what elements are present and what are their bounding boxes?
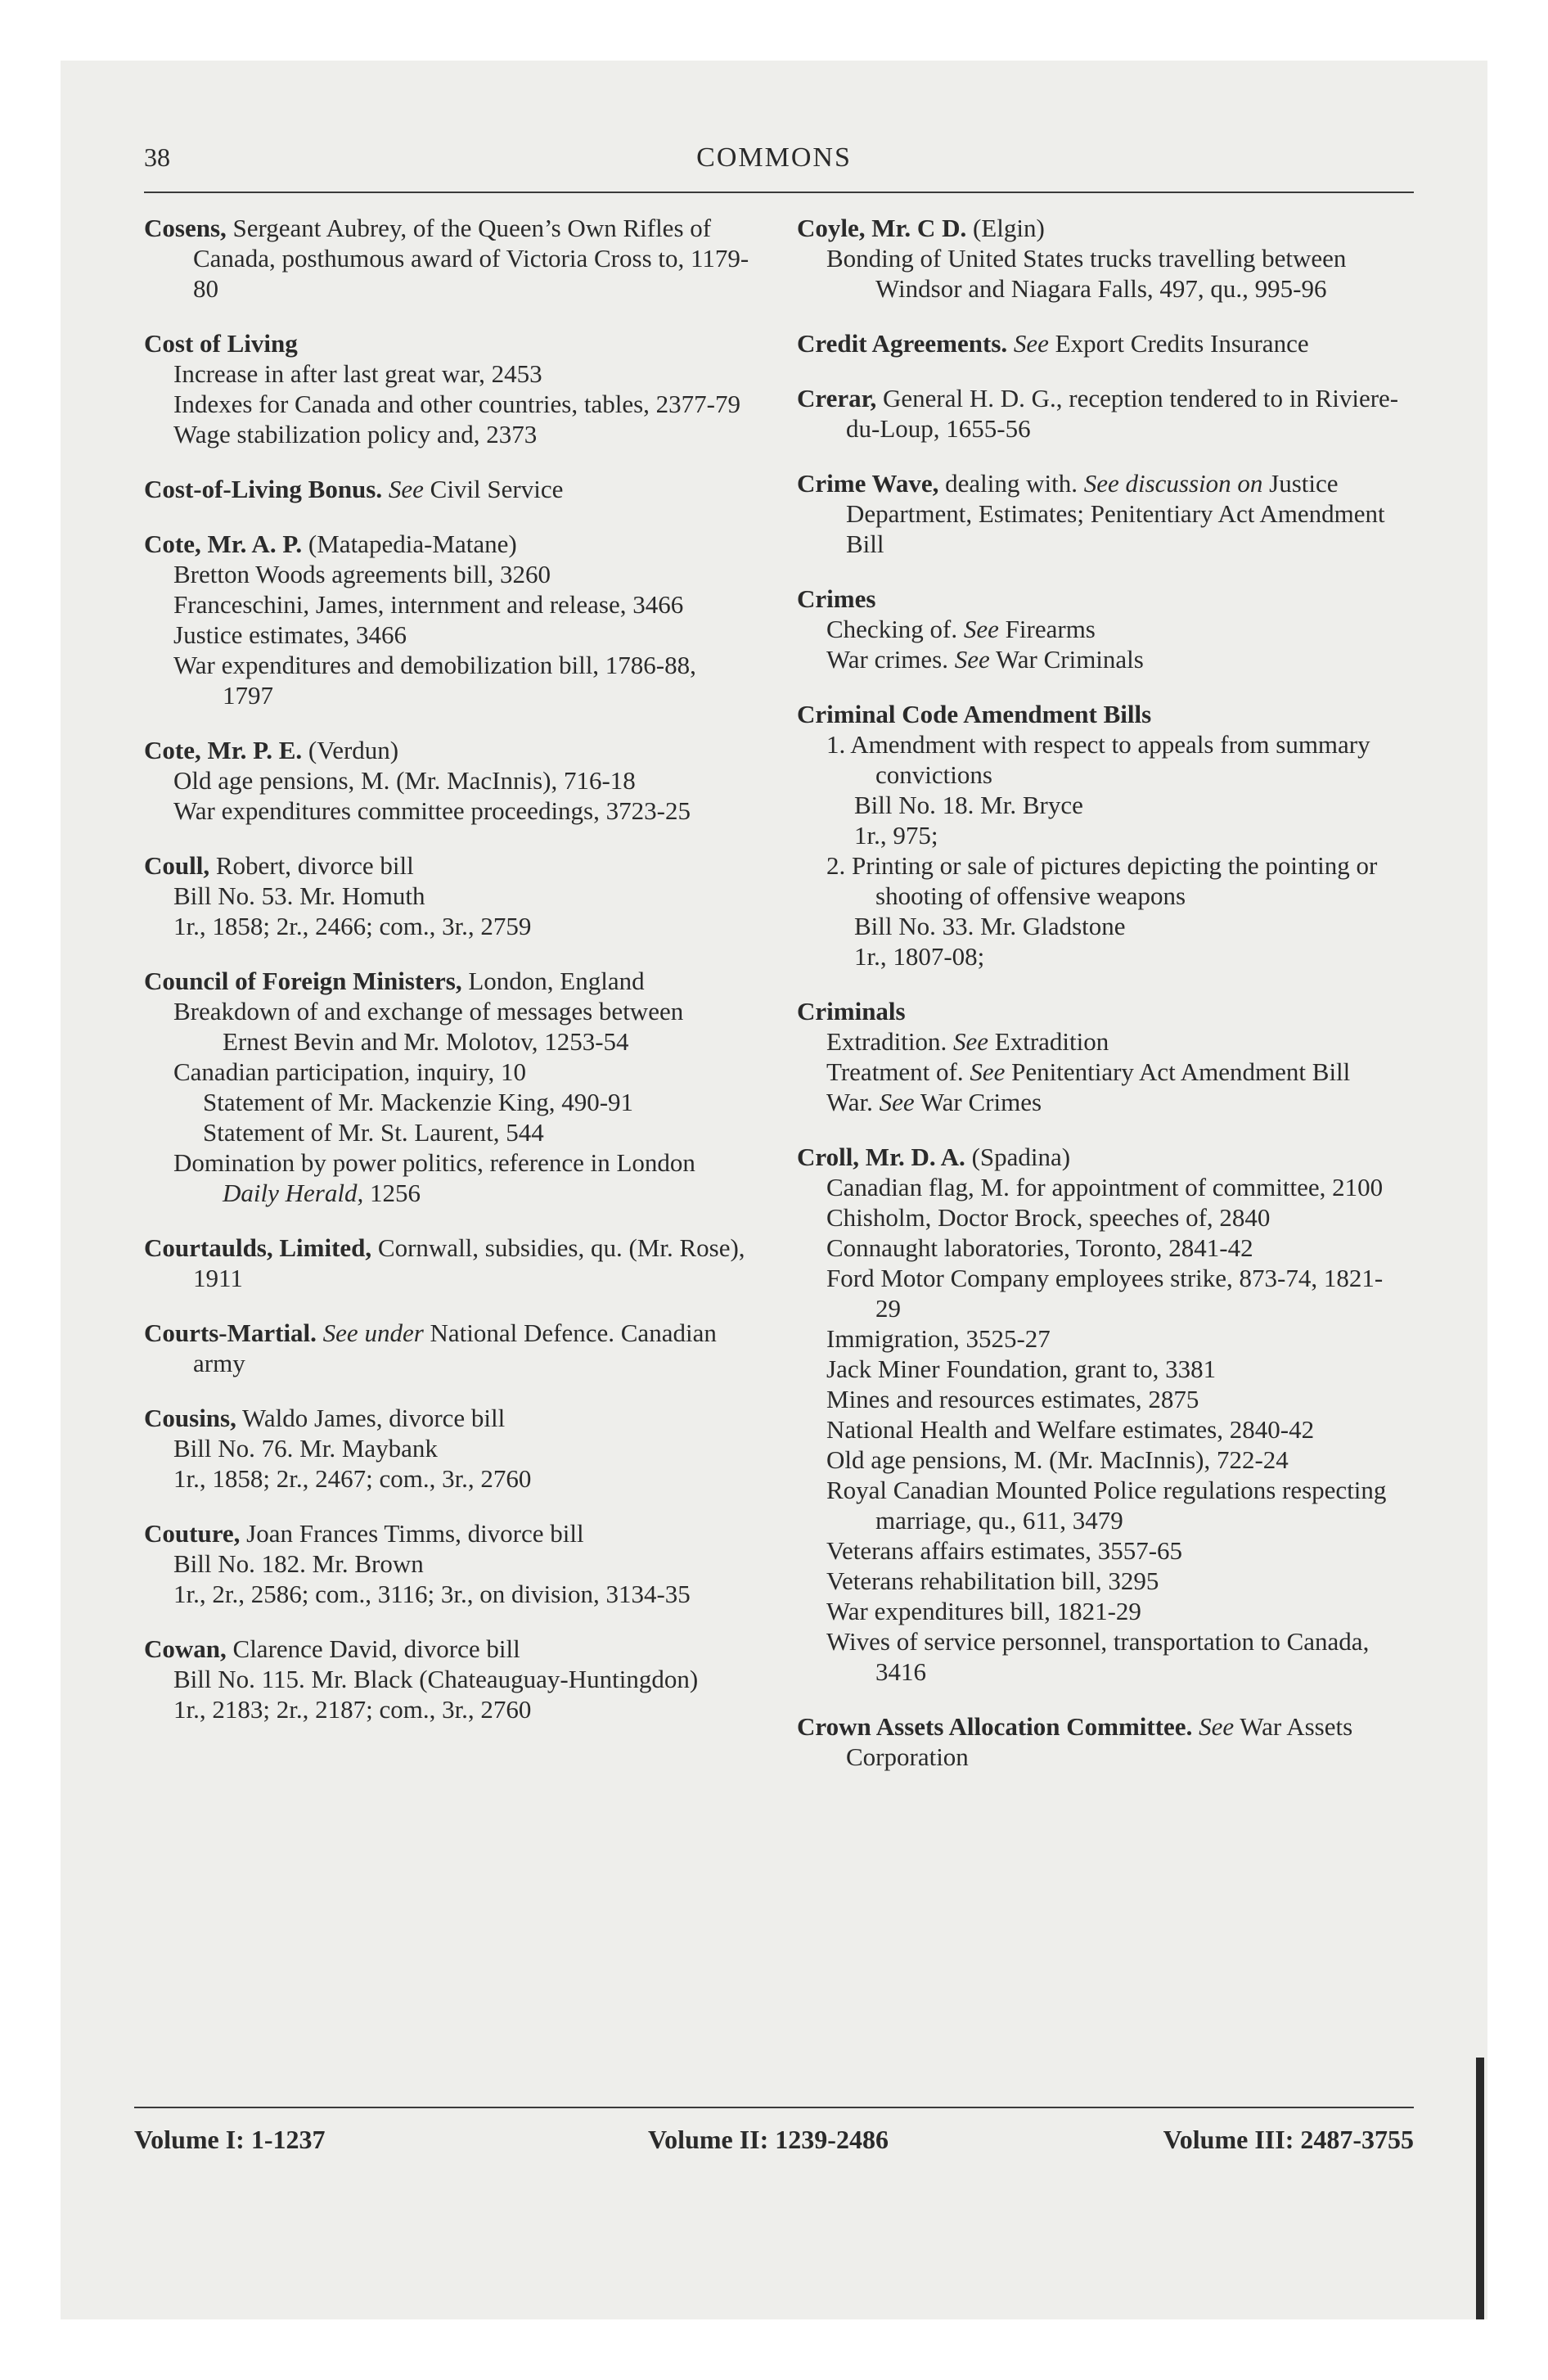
subentry: Veterans affairs estimates, 3557-65 <box>826 1536 1183 1565</box>
subsubentry: Statement of Mr. Mackenzie King, 490-91 <box>203 1088 634 1116</box>
bill-line: Bill No. 18. Mr. Bryce <box>854 791 1083 819</box>
subentry: Ford Motor Company employees strike, 873-74, 1821-29 <box>826 1264 1384 1323</box>
subentry: Domination by power politics, reference in London Daily Herald, 1256 <box>173 1148 695 1207</box>
index-entry-cote-p-e: Cote, Mr. P. E. (Verdun) Old age pensions, M. (Mr. MacInnis), 716-18 War expenditures committee proceedings, 3723-25 <box>144 735 749 826</box>
entry-heading: Coull, <box>144 851 210 880</box>
bill-line: Bill No. 33. Mr. Gladstone <box>854 912 1126 940</box>
entry-heading: Criminal Code Amendment Bills <box>797 700 1152 728</box>
subentry: Wage stabilization policy and, 2373 <box>173 420 538 449</box>
subentry: Indexes for Canada and other countries, tables, 2377-79 <box>173 390 740 418</box>
index-entry-cost-of-living <box>144 328 749 449</box>
volume-footer <box>134 2125 1414 2161</box>
entry-heading: Credit Agreements. <box>797 329 1008 358</box>
entry-heading: Courts-Martial. <box>144 1318 317 1347</box>
entry-heading: Croll, Mr. D. A. <box>797 1143 965 1171</box>
index-entry-cousins: Cousins, Waldo James, divorce bill Bill No. 76. Mr. Maybank 1r., 1858; 2r., 2467; com., 3r., 2760 <box>144 1403 749 1494</box>
subentry: War expenditures and demobilization bill, 1786-88, 1797 <box>173 651 696 710</box>
page-number: 38 <box>144 142 170 172</box>
left-column <box>144 213 749 1749</box>
bill-line: Bill No. 115. Mr. Black (Chateauguay-Huntingdon) <box>173 1665 699 1693</box>
index-entry-criminal-code <box>797 699 1402 971</box>
subentry: War crimes. See War Criminals <box>826 645 1144 674</box>
subentry: Justice estimates, 3466 <box>173 620 407 649</box>
subentry: War. See War Crimes <box>826 1088 1042 1116</box>
index-entry-cosens: Cosens, Sergeant Aubrey, of the Queen’s Own Rifles of Canada, posthumous award of Victoria Cross to, 1179-80 <box>144 214 749 303</box>
subsubentry: Statement of Mr. St. Laurent, 544 <box>203 1118 544 1147</box>
bill-readings: 1r., 1858; 2r., 2466; com., 3r., 2759 <box>173 912 532 940</box>
subentry: Old age pensions, M. (Mr. MacInnis), 722-24 <box>826 1445 1289 1474</box>
subentry: Increase in after last great war, 2453 <box>173 359 542 388</box>
entry-heading: Courtaulds, Limited, <box>144 1233 372 1262</box>
running-head <box>144 142 1404 182</box>
subentry: Veterans rehabilitation bill, 3295 <box>826 1566 1159 1595</box>
subentry: Breakdown of and exchange of messages between Ernest Bevin and Mr. Molotov, 1253-54 <box>173 997 684 1056</box>
index-entry-coyle: Coyle, Mr. C D. (Elgin) Bonding of United States trucks travelling between Windsor and Niagara Falls, 497, qu., 995-96 <box>797 213 1402 304</box>
subentry: Connaught laboratories, Toronto, 2841-42 <box>826 1233 1253 1262</box>
index-entry-couture: Couture, Joan Frances Timms, divorce bill Bill No. 182. Mr. Brown 1r., 2r., 2586; com., 3116; 3r., on division, 3134-35 <box>144 1518 749 1609</box>
bill-readings: 1r., 1807-08; <box>854 942 985 971</box>
subentry: 2. Printing or sale of pictures depicting the pointing or shooting of offensive weapons <box>826 851 1378 910</box>
index-entry-croll: Croll, Mr. D. A. (Spadina) Canadian flag, M. for appointment of committee, 2100 Chisholm, Doctor Brock, speeches of, 2840 Connaught laboratories, Toronto, 2841-42 Ford Motor Company employees strike, 873-74, 1821-29 Immigration, 3525-27 Jack Miner Foundation, grant to, 3381 Mines and resources estimates, 2875 National Health and Welfare estimates, 2840-42 Old age pensions, M. (Mr. MacInnis), 722-24 Royal Canadian Mounted Police regulations respecting marriage, qu., 611, 3479 Veterans affairs estimates, 3557-65 Veterans rehabilitation bill, 3295 War expenditures bill, 1821-29 Wives of service personnel, transportation to Canada, 3416 <box>797 1142 1402 1687</box>
index-entry-cost-of-living-bonus: Cost-of-Living Bonus. See Civil Service <box>144 475 564 503</box>
section-title: COMMONS <box>696 142 852 173</box>
bill-line: Bill No. 182. Mr. Brown <box>173 1549 424 1578</box>
index-entry-criminals <box>797 996 1402 1117</box>
subentry: Bonding of United States trucks travelling between Windsor and Niagara Falls, 497, qu., 995-96 <box>826 244 1347 303</box>
entry-heading: Crimes <box>797 584 876 613</box>
subentry: Old age pensions, M. (Mr. MacInnis), 716-18 <box>173 766 636 795</box>
subentry: Canadian flag, M. for appointment of committee, 2100 <box>826 1173 1384 1201</box>
index-entry-courtaulds: Courtaulds, Limited, Cornwall, subsidies, qu. (Mr. Rose), 1911 <box>144 1233 745 1292</box>
index-entry-credit-agreements: Credit Agreements. See Export Credits Insurance <box>797 329 1309 358</box>
subentry: War expenditures committee proceedings, 3723-25 <box>173 796 691 825</box>
entry-heading: Crerar, <box>797 384 877 412</box>
bill-readings: 1r., 2r., 2586; com., 3116; 3r., on division, 3134-35 <box>173 1580 691 1608</box>
subentry: Extradition. See Extradition <box>826 1027 1109 1056</box>
entry-heading: Council of Foreign Ministers, <box>144 967 462 995</box>
index-entry-cowan: Cowan, Clarence David, divorce bill Bill No. 115. Mr. Black (Chateauguay-Huntingdon) 1r., 2183; 2r., 2187; com., 3r., 2760 <box>144 1634 749 1724</box>
index-entry-cote-a-p: Cote, Mr. A. P. (Matapedia-Matane) Bretton Woods agreements bill, 3260 Franceschini, James, internment and release, 3466 Justice estimates, 3466 War expenditures and demobilization bill, 1786-88, 1797 <box>144 529 749 710</box>
bill-readings: 1r., 2183; 2r., 2187; com., 3r., 2760 <box>173 1695 532 1724</box>
bill-readings: 1r., 975; <box>854 821 938 850</box>
index-entry-crown-assets: Crown Assets Allocation Committee. See War Assets Corporation <box>797 1712 1353 1771</box>
subentry: Jack Miner Foundation, grant to, 3381 <box>826 1355 1217 1383</box>
bill-line: Bill No. 53. Mr. Homuth <box>173 881 425 910</box>
footer-rule <box>134 2107 1414 2108</box>
subentry: Canadian participation, inquiry, 10 <box>173 1057 527 1086</box>
index-entry-coull: Coull, Robert, divorce bill Bill No. 53. Mr. Homuth 1r., 1858; 2r., 2466; com., 3r., 2759 <box>144 850 749 941</box>
subentry: 1. Amendment with respect to appeals from summary convictions <box>826 730 1370 789</box>
bill-readings: 1r., 1858; 2r., 2467; com., 3r., 2760 <box>173 1464 532 1493</box>
subentry: Bretton Woods agreements bill, 3260 <box>173 560 551 588</box>
entry-heading: Cote, Mr. A. P. <box>144 530 303 558</box>
volume-2-range: Volume II: 1239-2486 <box>648 2125 889 2154</box>
index-entry-crerar: Crerar, General H. D. G., reception tendered to in Riviere-du-Loup, 1655-56 <box>797 384 1399 443</box>
index-page <box>61 61 1487 2319</box>
subentry: Chisholm, Doctor Brock, speeches of, 2840 <box>826 1203 1271 1232</box>
entry-heading: Cote, Mr. P. E. <box>144 736 303 764</box>
entry-heading: Crime Wave, <box>797 469 939 498</box>
entry-heading: Crown Assets Allocation Committee. <box>797 1712 1193 1741</box>
entry-heading: Cosens, <box>144 214 227 242</box>
subentry: Wives of service personnel, transportation to Canada, 3416 <box>826 1627 1370 1686</box>
header-rule <box>144 192 1414 193</box>
subentry: Checking of. See Firearms <box>826 615 1096 643</box>
index-entry-courts-martial: Courts-Martial. See under National Defence. Canadian army <box>144 1318 717 1377</box>
index-entry-council-foreign-ministers: Council of Foreign Ministers, London, England Breakdown of and exchange of messages between Ernest Bevin and Mr. Molotov, 1253-54 Canadian participation, inquiry, 10 Statement of Mr. Mackenzie King, 490-91 Statement of Mr. St. Laurent, 544 Domination by power politics, reference in London Daily Herald, 1256 <box>144 966 749 1208</box>
index-entry-crime-wave: Crime Wave, dealing with. See discussion on Justice Department, Estimates; Penitentiary Act Amendment Bill <box>797 469 1385 558</box>
subentry: War expenditures bill, 1821-29 <box>826 1597 1141 1625</box>
entry-heading: Couture, <box>144 1519 241 1548</box>
subentry: Royal Canadian Mounted Police regulations respecting marriage, qu., 611, 3479 <box>826 1476 1387 1535</box>
entry-heading: Cousins, <box>144 1404 236 1432</box>
subentry: Treatment of. See Penitentiary Act Amendment Bill <box>826 1057 1351 1086</box>
bill-line: Bill No. 76. Mr. Maybank <box>173 1434 438 1463</box>
subentry: Franceschini, James, internment and release, 3466 <box>173 590 684 619</box>
subentry: National Health and Welfare estimates, 2840-42 <box>826 1415 1315 1444</box>
entry-heading: Cost-of-Living Bonus. <box>144 475 383 503</box>
subentry: Immigration, 3525-27 <box>826 1324 1051 1353</box>
entry-heading: Criminals <box>797 997 906 1025</box>
subentry: Mines and resources estimates, 2875 <box>826 1385 1199 1413</box>
index-entry-crimes <box>797 584 1402 674</box>
entry-heading: Cowan, <box>144 1634 227 1663</box>
entry-heading: Coyle, Mr. C D. <box>797 214 967 242</box>
entry-heading: Cost of Living <box>144 329 298 358</box>
right-column <box>797 213 1402 1796</box>
volume-1-range: Volume I: 1-1237 <box>134 2125 326 2154</box>
volume-3-range: Volume III: 2487-3755 <box>1163 2125 1414 2154</box>
binding-edge-mark <box>1476 2058 1484 2319</box>
